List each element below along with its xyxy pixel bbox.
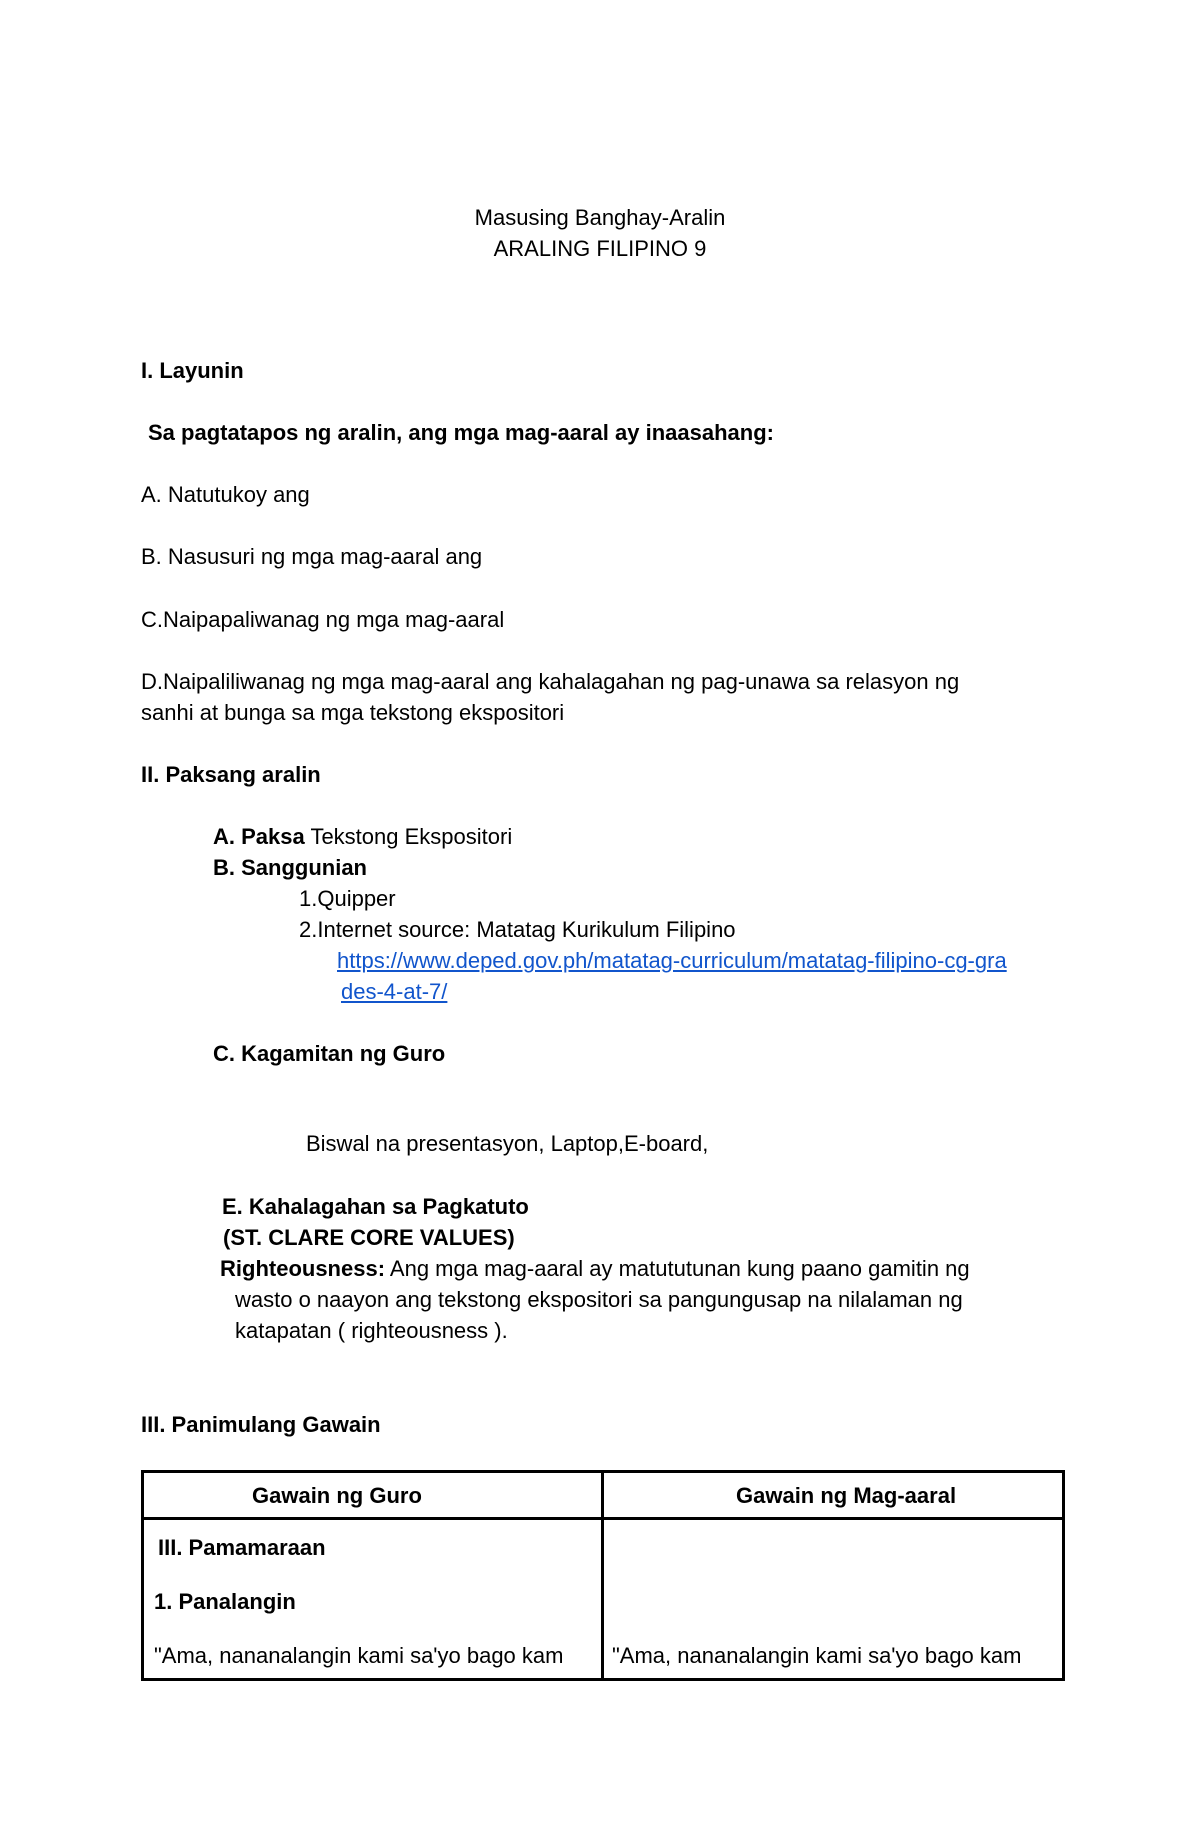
- righteousness-text-line-3: katapatan ( righteousness ).: [235, 1318, 508, 1343]
- righteousness-line: [220, 1253, 970, 1284]
- source-url-link[interactable]: https://www.deped.gov.ph/matatag-curriculum/matatag-filipino-cg-gra: [337, 948, 1007, 973]
- righteousness-text: Ang mga mag-aaral ay matututunan kung paano gamitin ng: [385, 1256, 970, 1281]
- kagamitan-value: Biswal na presentasyon, Laptop,E-board,: [306, 1131, 709, 1156]
- objectives-intro: Sa pagtatapos ng aralin, ang mga mag-aaral ay inaasahang:: [148, 420, 774, 445]
- sanggunian-label: B. Sanggunian: [213, 855, 367, 880]
- kagamitan-label: C. Kagamitan ng Guro: [213, 1041, 446, 1066]
- table-row: [143, 1519, 1064, 1680]
- column-header-mag-aaral: Gawain ng Mag-aaral: [603, 1472, 1064, 1519]
- source-item-2: 2.Internet source: Matatag Kurikulum Filipino: [299, 917, 736, 942]
- objective-c: C.Naipapaliwanag ng mga mag-aaral: [141, 607, 505, 632]
- section-heading-paksang-aralin: II. Paksang aralin: [141, 762, 321, 787]
- righteousness-text-line-2: wasto o naayon ang tekstong ekspositori sa pangungusap na nilalaman ng: [235, 1287, 963, 1312]
- prayer-text-guro: "Ama, nananalangin kami sa'yo bago kam: [154, 1643, 564, 1668]
- paksa-line: [213, 821, 512, 852]
- source-item-1: 1.Quipper: [299, 886, 396, 911]
- column-header-guro: Gawain ng Guro: [143, 1472, 603, 1519]
- core-values-label: (ST. CLARE CORE VALUES): [223, 1225, 515, 1250]
- paksa-label: A. Paksa: [213, 824, 305, 849]
- cell-guro: [143, 1519, 603, 1680]
- section-heading-panimulang-gawain: III. Panimulang Gawain: [141, 1412, 381, 1437]
- kahalagahan-label: E. Kahalagahan sa Pagkatuto: [222, 1194, 529, 1219]
- document-subtitle: ARALING FILIPINO 9: [493, 236, 707, 261]
- panalangin-heading: 1. Panalangin: [154, 1589, 296, 1614]
- objective-d: D.Naipaliliwanag ng mga mag-aaral ang kahalagahan ng pag-unawa sa relasyon ng: [141, 669, 960, 694]
- source-url-link-continued[interactable]: des-4-at-7/: [341, 979, 448, 1004]
- pamamaraan-heading: III. Pamamaraan: [158, 1535, 326, 1560]
- objective-d-continued: sanhi at bunga sa mga tekstong ekspositori: [141, 700, 565, 725]
- objective-b: B. Nasusuri ng mga mag-aaral ang: [141, 544, 483, 569]
- righteousness-label: Righteousness:: [220, 1256, 386, 1281]
- table-header-row: [143, 1472, 1064, 1519]
- section-heading-layunin: I. Layunin: [141, 358, 244, 383]
- document-title: Masusing Banghay-Aralin: [474, 205, 726, 230]
- objective-a: A. Natutukoy ang: [141, 482, 310, 507]
- cell-mag-aaral: [603, 1519, 1064, 1680]
- gawain-table: [141, 1470, 1065, 1681]
- paksa-value: Tekstong Ekspositori: [304, 824, 513, 849]
- prayer-text-mag-aaral: "Ama, nananalangin kami sa'yo bago kam: [612, 1643, 1022, 1668]
